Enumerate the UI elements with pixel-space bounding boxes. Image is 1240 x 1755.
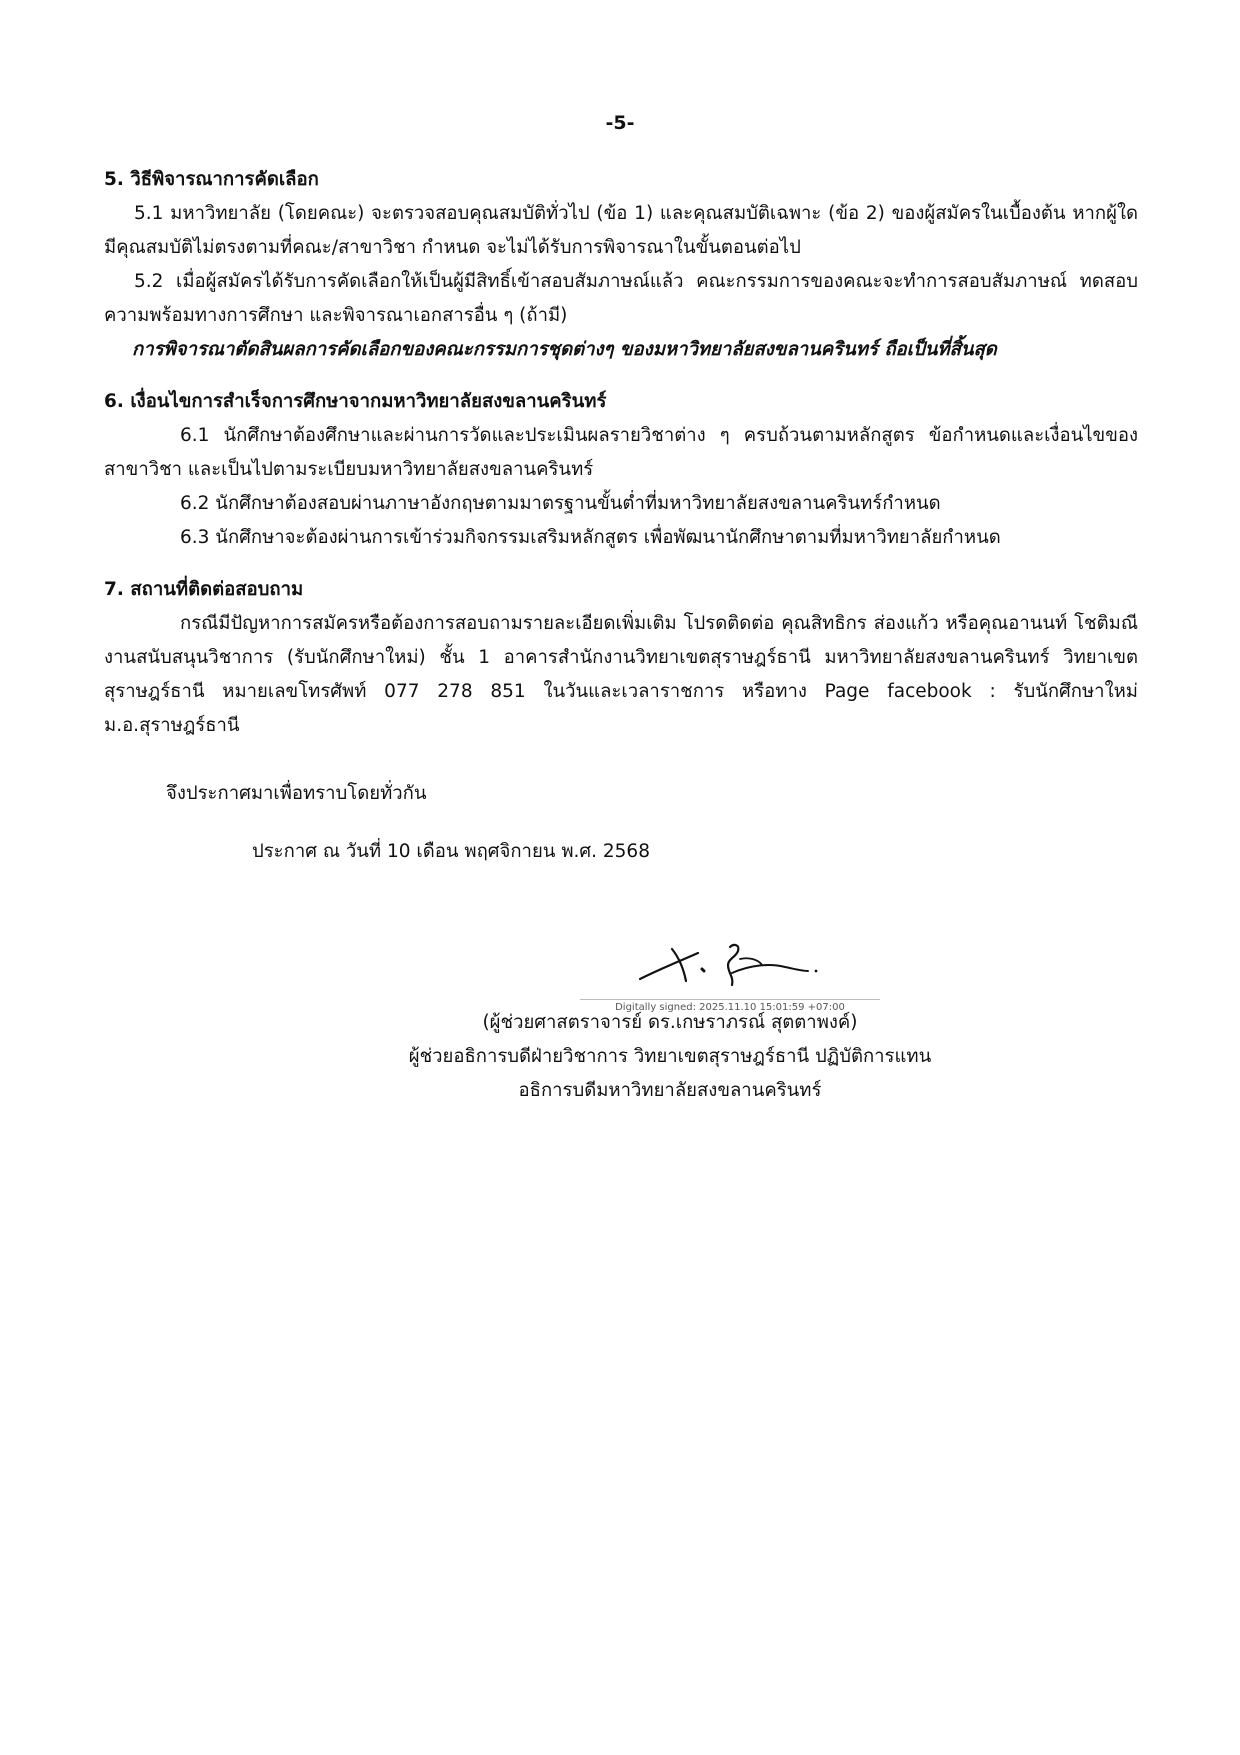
- section-6-1-paragraph: 6.1 นักศึกษาต้องศึกษาและผ่านการวัดและประเมินผลรายวิชาต่าง ๆ ครบถ้วนตามหลักสูตร ข้อกำหนดและเงื่อนไขของสาขาวิชา และเป็นไปตามระเบียบมหาวิทยาลัยสงขลานครินทร์: [104, 425, 1138, 480]
- handwritten-signature-icon: [580, 935, 880, 999]
- section-5-1-paragraph: 5.1 มหาวิทยาลัย (โดยคณะ) จะตรวจสอบคุณสมบัติทั่วไป (ข้อ 1) และคุณสมบัติเฉพาะ (ข้อ 2) ของผู้สมัครในเบื้องต้น หากผู้ใดมีคุณสมบัติไม่ตรงตามที่คณะ/สาขาวิชา กำหนด จะไม่ได้รับการพิจารณาในขั้นตอนต่อไป: [104, 203, 1138, 258]
- section-7-heading: 7. สถานที่ติดต่อสอบถาม: [104, 579, 304, 600]
- section-6-2-paragraph: 6.2 นักศึกษาต้องสอบผ่านภาษาอังกฤษตามมาตรฐานขั้นต่ำที่มหาวิทยาลัยสงขลานครินทร์กำหนด: [180, 493, 941, 514]
- digital-signature: [580, 935, 885, 1015]
- announcement-date: ประกาศ ณ วันที่ 10 เดือน พฤศจิกายน พ.ศ. 2568: [252, 841, 650, 862]
- section-6-3-paragraph: 6.3 นักศึกษาจะต้องผ่านการเข้าร่วมกิจกรรมเสริมหลักสูตร เพื่อพัฒนานักศึกษาตามที่มหาวิทยาลัยกำหนด: [180, 527, 1001, 548]
- signer-position: ผู้ช่วยอธิการบดีฝ่ายวิชาการ วิทยาเขตสุราษฎร์ธานี ปฏิบัติการแทน: [408, 1046, 932, 1067]
- page-number: -5-: [605, 112, 635, 134]
- document-body: [104, 163, 1138, 869]
- digital-signature-stamp: Digitally signed: 2025.11.10 15:01:59 +07:00: [615, 1002, 845, 1013]
- signer-block: [0, 1006, 1240, 1108]
- selection-verdict-statement: การพิจารณาตัดสินผลการคัดเลือกของคณะกรรมการชุดต่างๆ ของมหาวิทยาลัยสงขลานครินทร์ ถือเป็นที่สิ้นสุด: [132, 339, 997, 360]
- signer-position-acting-for: อธิการบดีมหาวิทยาลัยสงขลานครินทร์: [518, 1080, 822, 1101]
- section-5-2-paragraph: 5.2 เมื่อผู้สมัครได้รับการคัดเลือกให้เป็นผู้มีสิทธิ์เข้าสอบสัมภาษณ์แล้ว คณะกรรมการของคณะจะทำการสอบสัมภาษณ์ ทดสอบความพร้อมทางการศึกษา และพิจารณาเอกสารอื่น ๆ (ถ้ามี): [104, 271, 1138, 326]
- section-7-contact-paragraph: กรณีมีปัญหาการสมัครหรือต้องการสอบถามรายละเอียดเพิ่มเติม โปรดติดต่อ คุณสิทธิกร ส่องแก้ว หรือคุณอานนท์ โชติมณี งานสนับสนุนวิชาการ (รับนักศึกษาใหม่) ชั้น 1 อาคารสำนักงานวิทยาเขตสุราษฎร์ธานี มหาวิทยาลัยสงขลานครินทร์ วิทยาเขตสุราษฎร์ธานี หมายเลขโทรศัพท์ 077 278 851 ในวันและเวลาราชการ หรือทาง Page facebook : รับนักศึกษาใหม่ ม.อ.สุราษฎร์ธานี: [104, 613, 1138, 736]
- closing-statement: จึงประกาศมาเพื่อทราบโดยทั่วกัน: [166, 783, 427, 804]
- section-5-heading: 5. วิธีพิจารณาการคัดเลือก: [104, 169, 319, 190]
- signer-name: (ผู้ช่วยศาสตราจารย์ ดร.เกษราภรณ์ สุตตาพงค์): [482, 1012, 858, 1033]
- section-6-heading: 6. เงื่อนไขการสำเร็จการศึกษาจากมหาวิทยาลัยสงขลานครินทร์: [104, 391, 607, 412]
- signature-rule: [580, 999, 880, 1000]
